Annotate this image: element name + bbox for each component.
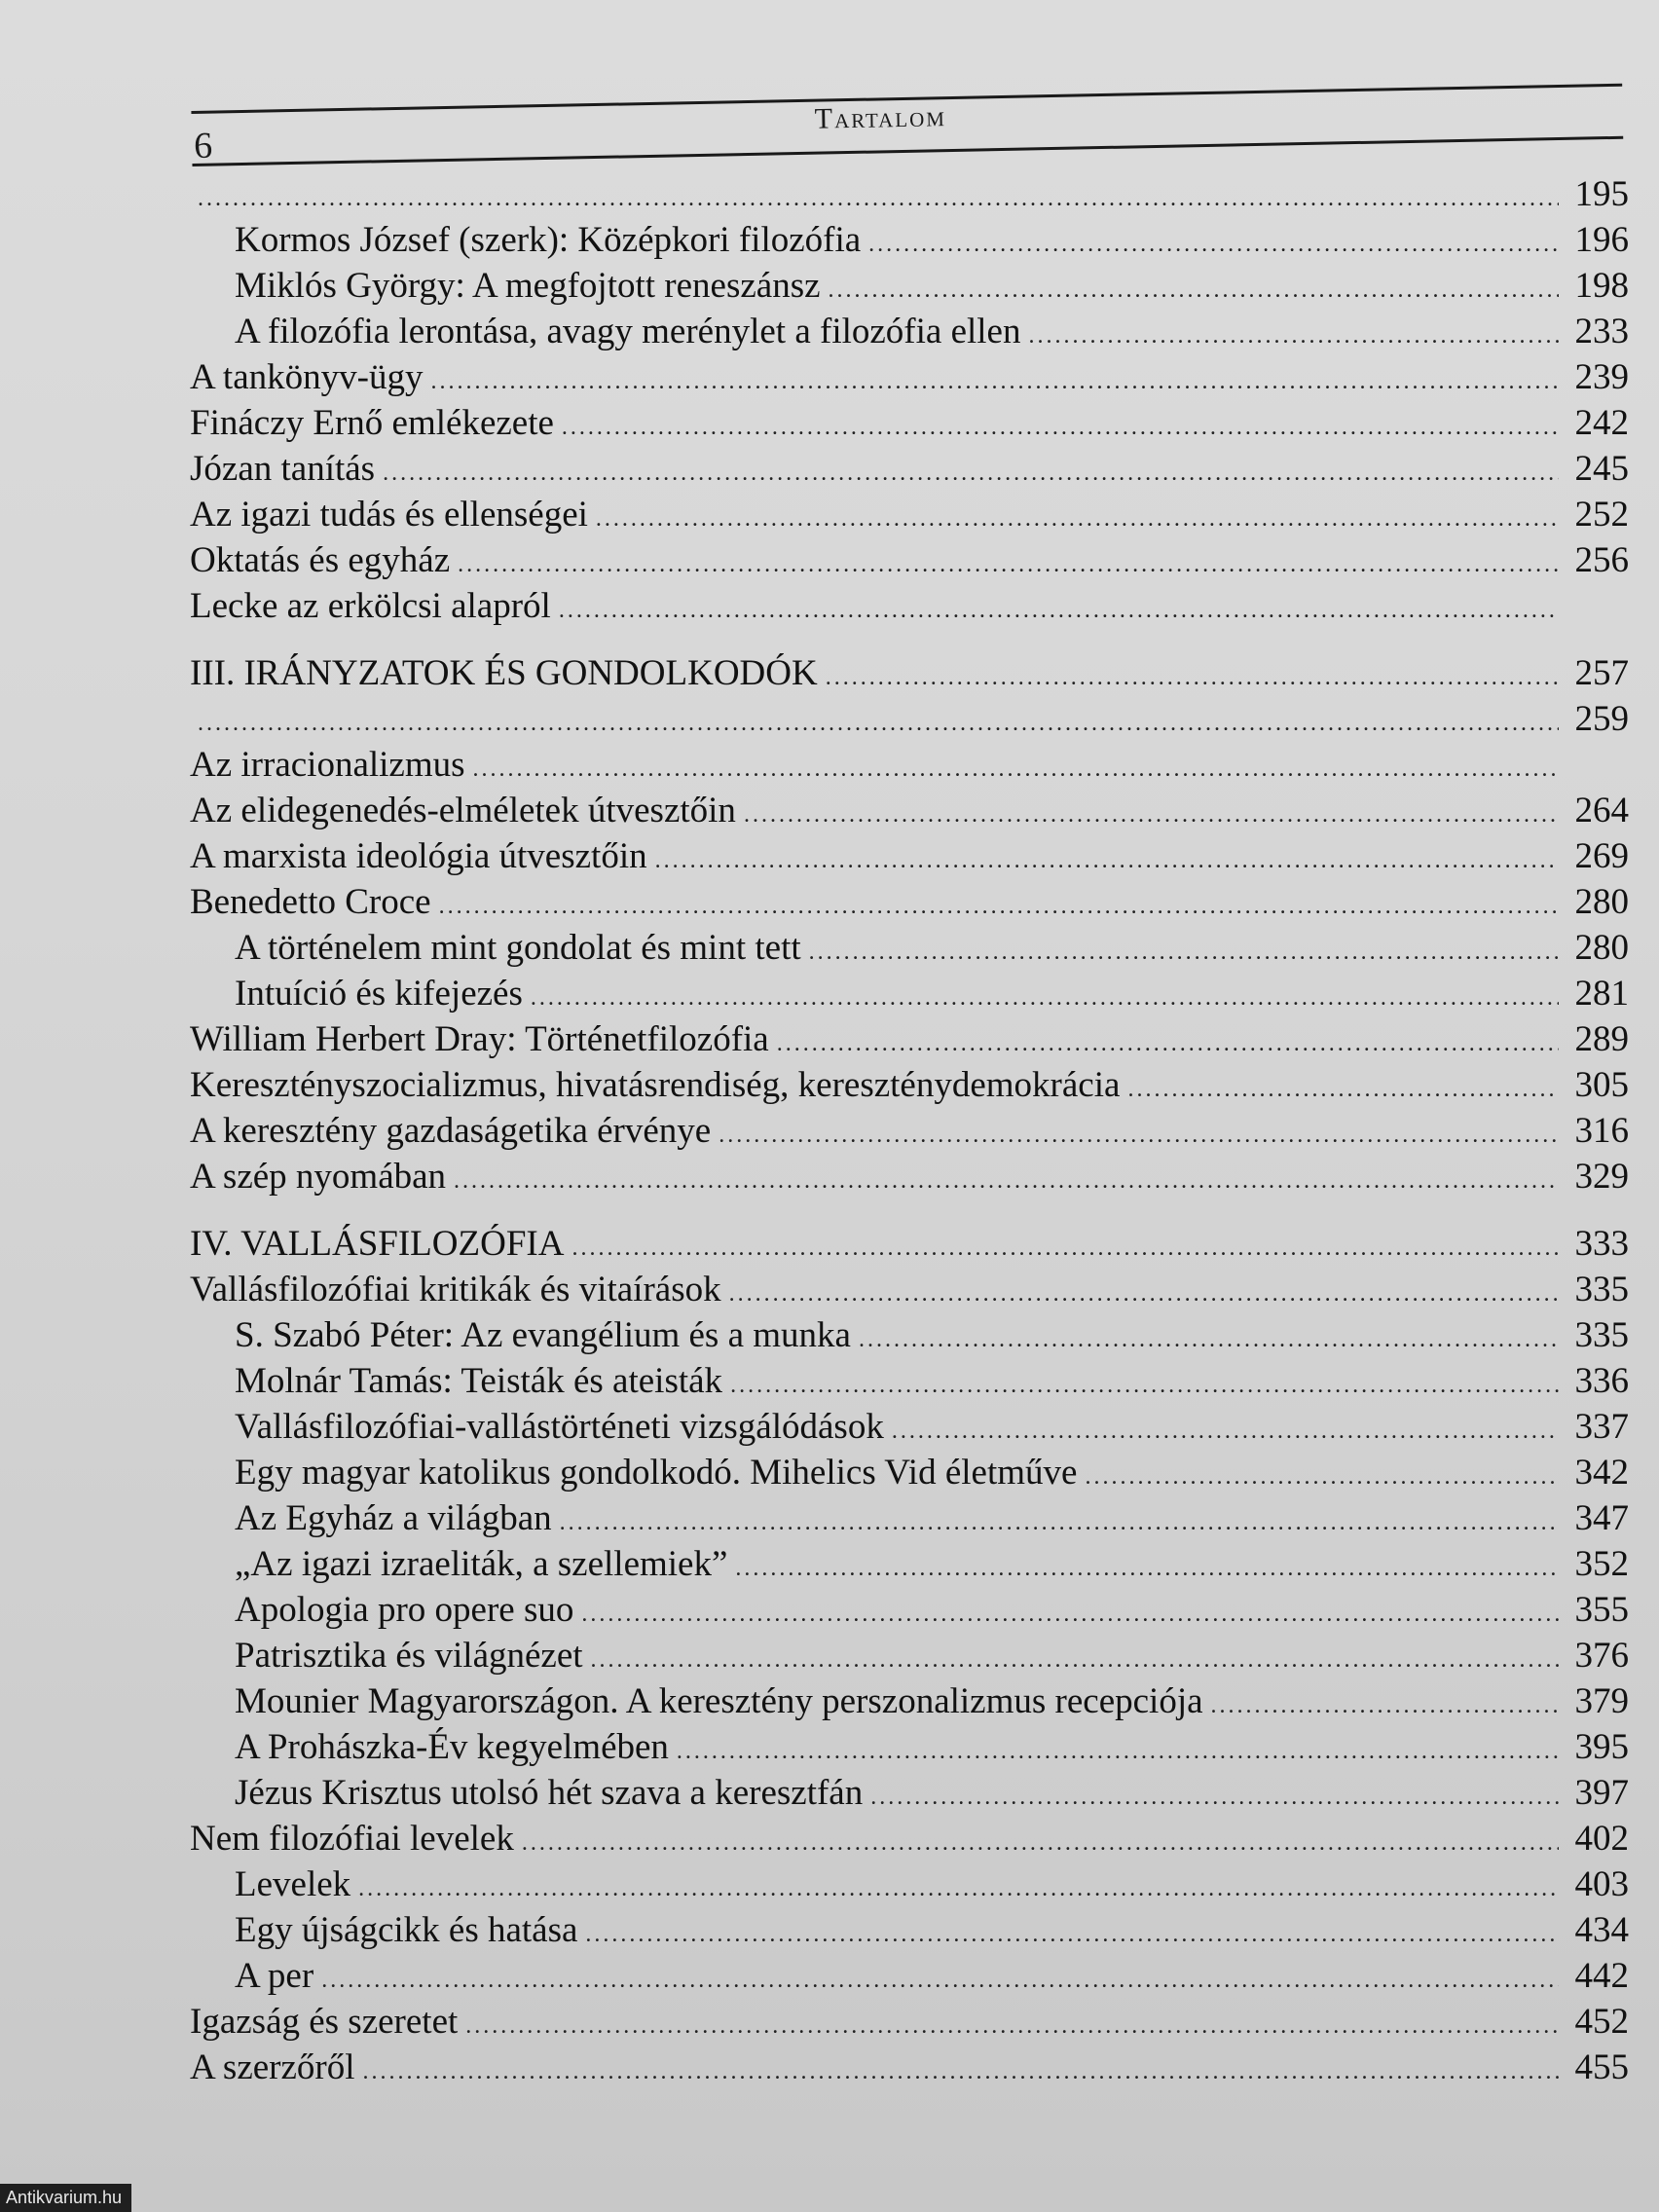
toc-entry xyxy=(190,881,1629,927)
toc-entry-page: 289 xyxy=(1574,1019,1629,1059)
toc-entry-title: Vallásfilozófiai-vallástörténeti vizsgálódások xyxy=(235,1407,884,1447)
toc-entry xyxy=(190,448,1629,494)
toc-entry-page: 379 xyxy=(1574,1681,1629,1721)
toc-entry xyxy=(190,494,1629,539)
toc-entry xyxy=(190,539,1629,585)
toc-entry-page: 352 xyxy=(1574,1544,1629,1584)
toc-entry xyxy=(190,1269,1629,1314)
toc-entry-title: Intuíció és kifejezés xyxy=(235,974,523,1014)
toc-entry-title: Egy újságcikk és hatása xyxy=(235,1910,578,1950)
toc-entry xyxy=(190,1360,1629,1406)
dot-leader xyxy=(522,1830,1559,1857)
dot-leader xyxy=(458,552,1559,578)
dot-leader xyxy=(571,1235,1559,1262)
toc-entry-title: IV. VALLÁSFILOZÓFIA xyxy=(190,1224,565,1264)
toc-entry xyxy=(190,790,1629,835)
toc-entry xyxy=(190,1223,1629,1269)
toc-entry-page: 397 xyxy=(1574,1773,1629,1813)
toc-entry-title: Apologia pro opere suo xyxy=(235,1590,574,1630)
dot-leader xyxy=(1085,1464,1559,1491)
dot-leader xyxy=(719,1123,1559,1149)
dot-leader xyxy=(560,1510,1559,1536)
toc-entry-page: 305 xyxy=(1574,1065,1629,1105)
toc-entry xyxy=(190,1018,1629,1064)
toc-entry-title: A per xyxy=(235,1956,314,1996)
toc-entry-title: „Az igazi izraeliták, a szellemiek” xyxy=(235,1544,728,1584)
toc-entry-title: Az igazi tudás és ellenségei xyxy=(190,495,588,535)
watermark: Antikvarium.hu xyxy=(0,2184,131,2212)
toc-entry-page: 281 xyxy=(1574,974,1629,1014)
toc-entry-title: Józan tanítás xyxy=(190,449,376,489)
dot-leader xyxy=(777,1031,1559,1057)
toc-entry xyxy=(190,927,1629,973)
toc-entry-title: Fináczy Ernő emlékezete xyxy=(190,403,554,443)
toc-entry-page: 376 xyxy=(1574,1636,1629,1676)
toc-entry-title: Kormos József (szerk): Középkori filozófia xyxy=(235,220,862,260)
toc-entry-page: 280 xyxy=(1574,928,1629,968)
dot-leader xyxy=(596,506,1559,533)
dot-leader xyxy=(198,186,1559,212)
toc-entry xyxy=(190,835,1629,881)
toc-entry-page: 239 xyxy=(1574,357,1629,397)
toc-entry-page: 316 xyxy=(1574,1111,1629,1151)
toc-entry-title: A tankönyv-ügy xyxy=(190,357,424,397)
toc-entry xyxy=(190,265,1629,311)
toc-entry-title: Jézus Krisztus utolsó hét szava a keresztfán xyxy=(235,1773,864,1813)
toc-entry-page: 195 xyxy=(1574,174,1629,214)
toc-entry-title: William Herbert Dray: Történetfilozófia xyxy=(190,1019,769,1059)
toc-entry-page: 257 xyxy=(1574,653,1629,693)
dot-leader xyxy=(363,2059,1559,2085)
dot-leader xyxy=(465,2013,1559,2040)
toc-entry-title: S. Szabó Péter: Az evangélium és a munka xyxy=(235,1315,851,1355)
toc-entry xyxy=(190,744,1629,790)
toc-entry-title: Lecke az erkölcsi alapról xyxy=(190,586,551,626)
dot-leader xyxy=(1028,323,1559,350)
dot-leader xyxy=(829,277,1559,304)
toc-entry xyxy=(190,173,1629,219)
dot-leader xyxy=(562,415,1559,441)
toc-entry xyxy=(190,1314,1629,1360)
toc-entry-title: A Prohászka-Év kegyelmében xyxy=(235,1727,669,1767)
toc-entry-title: A szép nyomában xyxy=(190,1157,447,1197)
toc-entry xyxy=(190,1497,1629,1543)
dot-leader xyxy=(358,1876,1559,1902)
toc-entry xyxy=(190,2046,1629,2092)
toc-entry xyxy=(190,1955,1629,2001)
toc-entry-page: 252 xyxy=(1574,495,1629,535)
toc-entry-page: 198 xyxy=(1574,266,1629,306)
toc-entry-page: 242 xyxy=(1574,403,1629,443)
toc-entry xyxy=(190,1726,1629,1772)
toc-entry xyxy=(190,2001,1629,2046)
dot-leader xyxy=(439,894,1559,920)
toc-entry-page: 455 xyxy=(1574,2047,1629,2087)
dot-leader xyxy=(1127,1077,1559,1103)
toc-entry-title: Patrisztika és világnézet xyxy=(235,1636,583,1676)
dot-leader xyxy=(729,1281,1559,1308)
toc-entry-title: Az elidegenedés-elméletek útvesztőin xyxy=(190,791,736,830)
toc-entry xyxy=(190,1772,1629,1818)
toc-entry-page: 329 xyxy=(1574,1157,1629,1197)
header-rule-bottom xyxy=(192,136,1623,166)
dot-leader xyxy=(559,598,1559,624)
dot-leader xyxy=(585,1922,1559,1948)
toc-entry-title: A keresztény gazdaságetika érvénye xyxy=(190,1111,712,1151)
dot-leader xyxy=(826,665,1559,691)
dot-leader xyxy=(892,1419,1559,1445)
toc-entry-title: Igazság és szeretet xyxy=(190,2002,459,2042)
toc-entry-title: A történelem mint gondolat és mint tett xyxy=(235,928,801,968)
toc-entry-page: 280 xyxy=(1574,882,1629,922)
toc-entry-page: 259 xyxy=(1574,699,1629,739)
toc-entry-page: 335 xyxy=(1574,1270,1629,1309)
toc-entry-title: Benedetto Croce xyxy=(190,882,431,922)
toc-entry xyxy=(190,1818,1629,1863)
toc-entry xyxy=(190,698,1629,744)
toc-entry xyxy=(190,585,1629,631)
toc-entry-title: Miklós György: A megfojtott reneszánsz xyxy=(235,266,821,306)
toc-entry xyxy=(190,402,1629,448)
dot-leader xyxy=(859,1327,1559,1353)
toc-entry-page: 347 xyxy=(1574,1498,1629,1538)
dot-leader xyxy=(383,461,1559,487)
dot-leader xyxy=(591,1647,1559,1674)
toc-entry-page: 264 xyxy=(1574,791,1629,830)
dot-leader xyxy=(870,1785,1559,1811)
toc-entry xyxy=(190,1909,1629,1955)
toc-entry-title: A szerzőről xyxy=(190,2047,355,2087)
dot-leader xyxy=(321,1968,1559,1994)
toc-entry xyxy=(190,1110,1629,1156)
toc-entry-page: 403 xyxy=(1574,1864,1629,1904)
dot-leader xyxy=(677,1739,1559,1765)
toc-entry-title: III. IRÁNYZATOK ÉS GONDOLKODÓK xyxy=(190,653,818,693)
toc-entry-title: Egy magyar katolikus gondolkodó. Mihelics Vid életműve xyxy=(235,1453,1078,1493)
dot-leader xyxy=(809,940,1559,966)
toc-entry-title: Oktatás és egyház xyxy=(190,540,451,580)
dot-leader xyxy=(735,1556,1559,1582)
toc-entry xyxy=(190,311,1629,356)
toc-entry xyxy=(190,356,1629,402)
toc-entry xyxy=(190,1680,1629,1726)
toc-entry-title: Levelek xyxy=(235,1864,351,1904)
toc-entry-title: Nem filozófiai levelek xyxy=(190,1819,514,1859)
toc-entry-title: Keresztényszocializmus, hivatásrendiség, kereszténydemokrácia xyxy=(190,1065,1121,1105)
toc-entry-page: 256 xyxy=(1574,540,1629,580)
toc-entry-page: 233 xyxy=(1574,312,1629,351)
toc-entry-title: Mounier Magyarországon. A keresztény perszonalizmus recepciója xyxy=(235,1681,1203,1721)
toc-entry xyxy=(190,1406,1629,1452)
toc-entry-page: 434 xyxy=(1574,1910,1629,1950)
toc-entry xyxy=(190,1863,1629,1909)
dot-leader xyxy=(868,232,1559,258)
page-number: 6 xyxy=(193,125,213,166)
toc-entry-page: 355 xyxy=(1574,1590,1629,1630)
toc-entry-title: A marxista ideológia útvesztőin xyxy=(190,836,647,876)
dot-leader xyxy=(430,369,1559,395)
toc-entry-page: 269 xyxy=(1574,836,1629,876)
dot-leader xyxy=(531,985,1559,1012)
toc-entry xyxy=(190,1156,1629,1201)
table-of-contents xyxy=(190,173,1629,2092)
running-title: Tartalom xyxy=(814,100,947,135)
toc-entry xyxy=(190,1589,1629,1635)
toc-entry-page: 335 xyxy=(1574,1315,1629,1355)
toc-entry-title: Molnár Tamás: Teisták és ateisták xyxy=(235,1361,723,1401)
toc-entry-title: A filozófia lerontása, avagy merénylet a filozófia ellen xyxy=(235,312,1021,351)
toc-entry-page: 395 xyxy=(1574,1727,1629,1767)
toc-entry xyxy=(190,219,1629,265)
running-header xyxy=(190,12,1624,195)
toc-entry xyxy=(190,652,1629,698)
dot-leader xyxy=(730,1373,1559,1399)
toc-entry-page: 402 xyxy=(1574,1819,1629,1859)
toc-entry-page: 337 xyxy=(1574,1407,1629,1447)
dot-leader xyxy=(655,848,1559,874)
toc-entry-page: 442 xyxy=(1574,1956,1629,1996)
dot-leader xyxy=(454,1168,1559,1195)
toc-entry-page: 196 xyxy=(1574,220,1629,260)
dot-leader xyxy=(198,711,1559,737)
toc-entry-page: 336 xyxy=(1574,1361,1629,1401)
toc-entry-title: Az Egyház a világban xyxy=(235,1498,552,1538)
toc-entry-title: Az irracionalizmus xyxy=(190,745,465,785)
toc-entry xyxy=(190,1543,1629,1589)
toc-entry xyxy=(190,1452,1629,1497)
dot-leader xyxy=(744,802,1559,829)
toc-entry xyxy=(190,1635,1629,1680)
dot-leader xyxy=(473,756,1559,783)
toc-entry xyxy=(190,973,1629,1018)
toc-entry-title: Vallásfilozófiai kritikák és vitaírások xyxy=(190,1270,721,1309)
toc-entry-page: 452 xyxy=(1574,2002,1629,2042)
toc-entry-page: 333 xyxy=(1574,1224,1629,1264)
toc-entry-page: 342 xyxy=(1574,1453,1629,1493)
toc-entry xyxy=(190,1064,1629,1110)
dot-leader xyxy=(1211,1693,1559,1719)
dot-leader xyxy=(581,1602,1559,1628)
toc-entry-page: 245 xyxy=(1574,449,1629,489)
